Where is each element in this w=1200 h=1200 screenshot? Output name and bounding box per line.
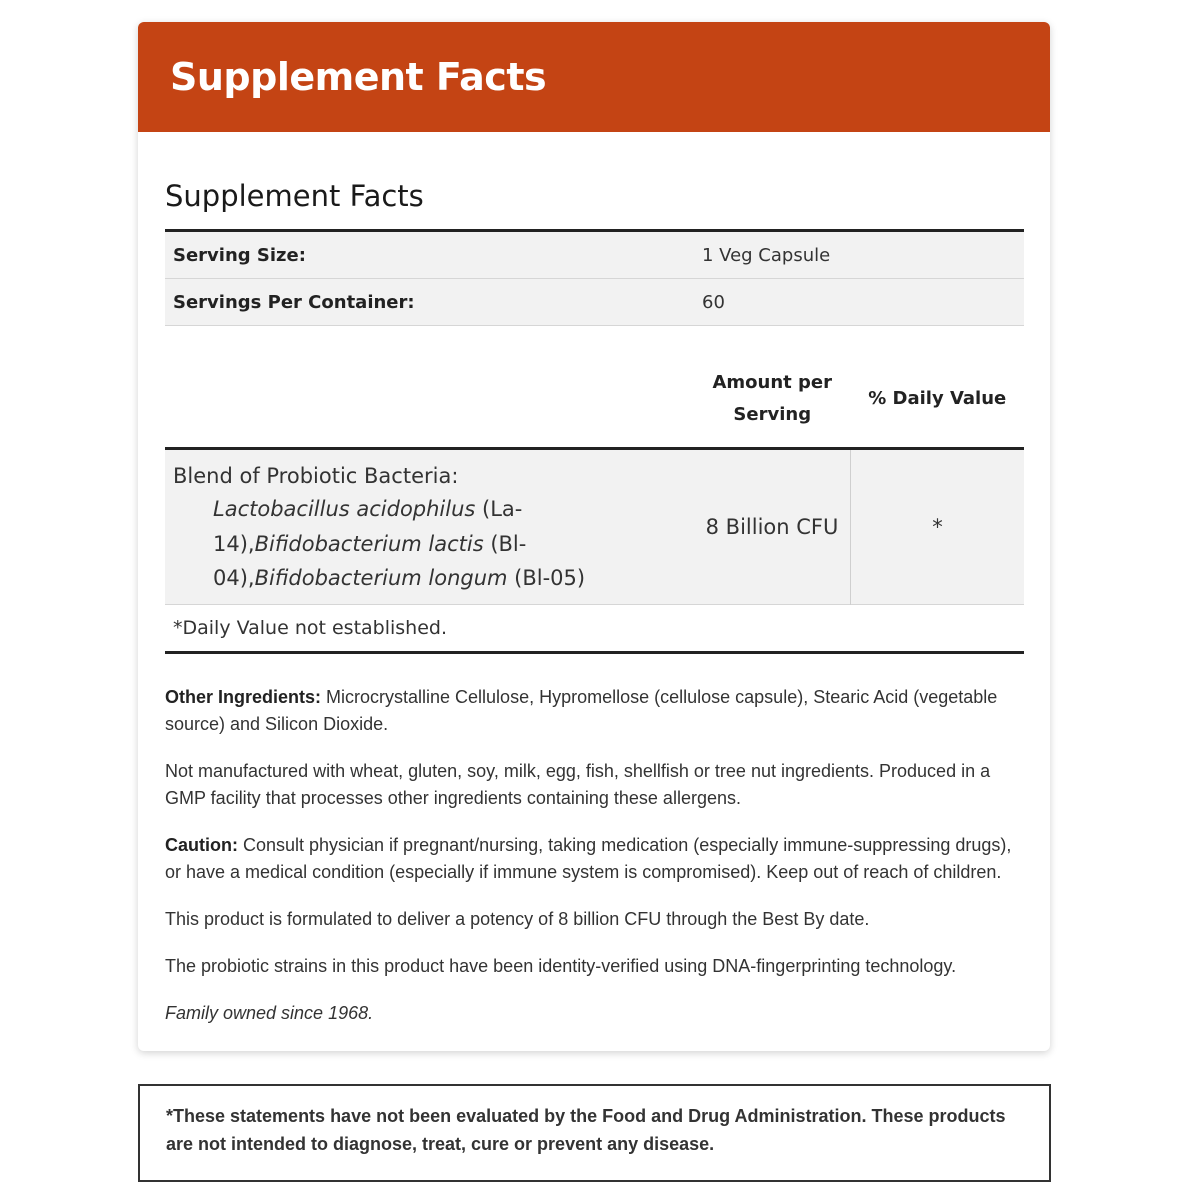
servings-per-container-value: 60	[694, 279, 1024, 326]
strain-code: (Bl-04),	[213, 531, 527, 590]
strain-name: Lactobacillus acidophilus	[213, 497, 476, 521]
allergen-note: Not manufactured with wheat, gluten, soy, milk, egg, fish, shellfish or tree nut ingredients. Produced in a GMP facility that processes other ingredients containing these allergens.	[165, 760, 991, 808]
blend-name: Blend of Probiotic Bacteria:	[173, 464, 459, 488]
strain-code: (La-14),	[213, 497, 523, 556]
card-header	[138, 22, 1050, 132]
ingredient-row	[165, 449, 1024, 605]
ingredients-header-row	[165, 351, 1024, 449]
ingredients-table	[165, 351, 1024, 654]
serving-table	[165, 229, 1024, 326]
caution-text: Consult physician if pregnant/nursing, taking medication (especially immune-suppressing drugs), or have a medical condition (especially if immune system is compromised). Keep out of reach of children.	[165, 834, 1012, 882]
card-body	[138, 179, 1050, 1027]
ingredient-daily-value: *	[851, 449, 1025, 605]
caution-note	[165, 832, 1024, 886]
potency-note: This product is formulated to deliver a potency of 8 billion CFU through the Best By date.	[165, 908, 870, 929]
strain-list	[173, 492, 686, 596]
other-ingredients	[165, 684, 1024, 738]
daily-value-footnote: *Daily Value not established.	[165, 604, 1024, 652]
table-row	[165, 279, 1024, 326]
caution-label: Caution:	[165, 834, 238, 855]
facts-title: Supplement Facts	[165, 179, 424, 213]
ingredient-amount: 8 Billion CFU	[694, 449, 851, 605]
header-title: Supplement Facts	[170, 55, 547, 99]
family-note-text: Family owned since 1968.	[165, 1002, 374, 1023]
family-note	[165, 1000, 1024, 1027]
daily-value-column-header: % Daily Value	[851, 351, 1025, 449]
table-row	[165, 231, 1024, 279]
footnote-row	[165, 604, 1024, 652]
other-ingredients-text: Microcrystalline Cellulose, Hypromellose (cellulose capsule), Stearic Acid (vegetable source) and Silicon Dioxide.	[165, 686, 998, 734]
strain-name: Bifidobacterium lactis	[254, 531, 484, 556]
fda-disclaimer: *These statements have not been evaluated by the Food and Drug Administration. These products are not intended to diagnose, treat, cure or prevent any disease.	[138, 1084, 1051, 1182]
ingredient-name-cell	[165, 449, 694, 605]
amount-column-header: Amount per Serving	[694, 351, 851, 449]
serving-size-label: Serving Size:	[165, 231, 694, 279]
strain-name: Bifidobacterium longum	[254, 566, 508, 590]
serving-size-value: 1 Veg Capsule	[694, 231, 1024, 279]
servings-per-container-label: Servings Per Container:	[165, 279, 694, 326]
dna-note: The probiotic strains in this product have been identity-verified using DNA-fingerprinting technology.	[165, 955, 957, 976]
other-ingredients-label: Other Ingredients:	[165, 686, 322, 707]
supplement-facts-card	[138, 22, 1050, 1051]
strain-code: (Bl-05)	[507, 566, 586, 590]
product-notes	[165, 684, 1024, 1027]
ingredient-column-header	[165, 351, 694, 449]
